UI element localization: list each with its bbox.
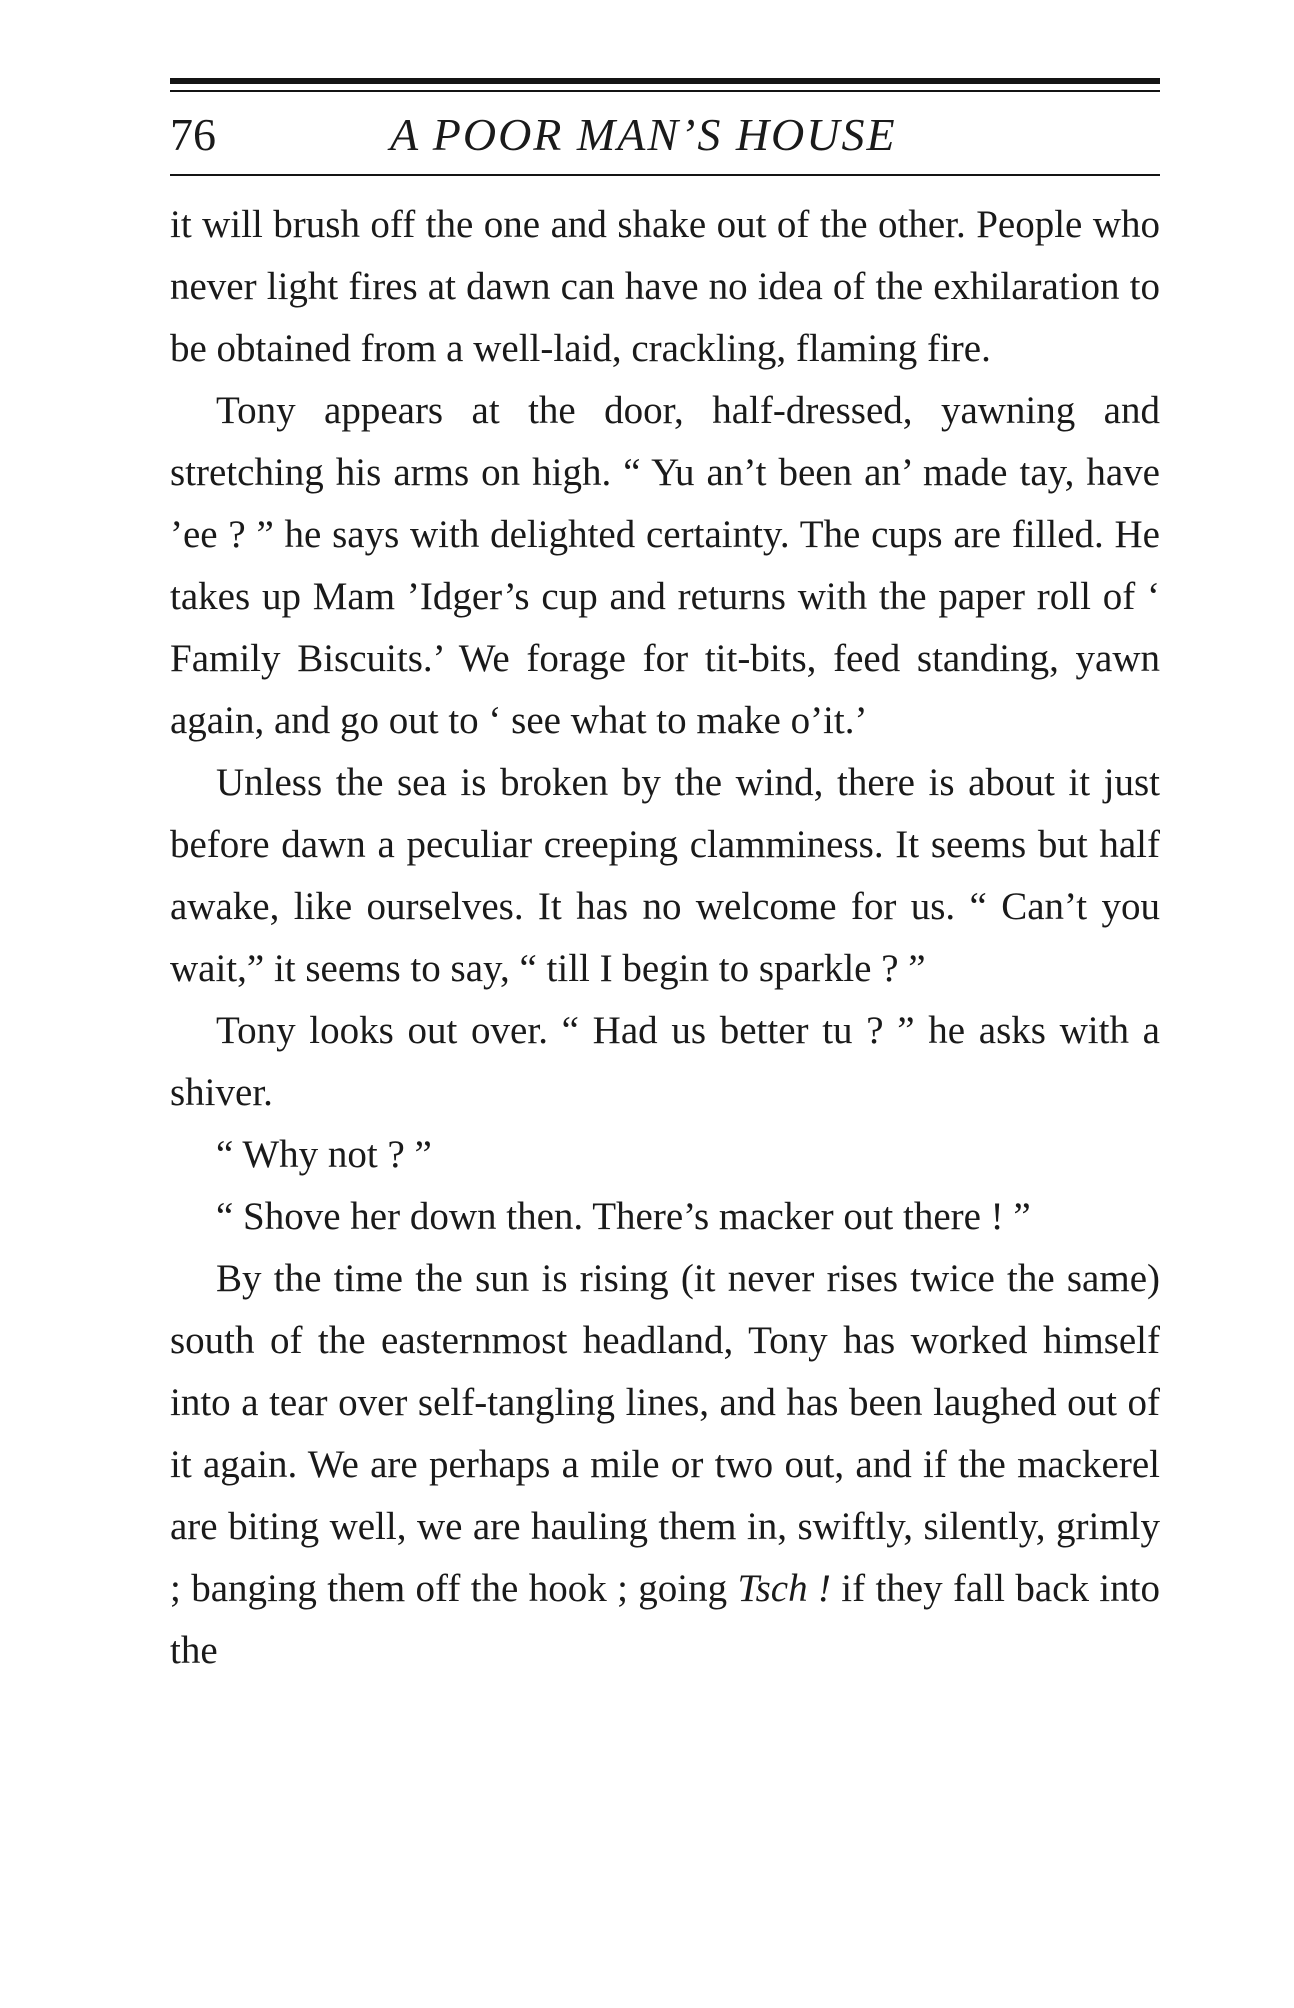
- paragraph-text: if they fall back into the: [170, 1567, 1160, 1672]
- header-rule-thin: [170, 90, 1160, 92]
- paragraph: Unless the sea is broken by the wind, there is about it just before dawn a peculiar creeping clamminess. It seems but half awake, like ourselves. It has no welcome for us. “ Can’t you wait,” it seems to say, “ till I begin to sparkle ? ”: [170, 761, 1160, 990]
- paragraph: Tony appears at the door, half-dressed, yawning and stretching his arms on high. “ Yu an’t been an’ made tay, have ’ee ? ” he says with delighted certainty. The cups are filled. He takes up Mam ’Idger’s cup and returns with the paper roll of ‘ Family Biscuits.’ We forage for tit-bits, feed standing, yawn again, and go out to ‘ see what to make o’it.’: [170, 389, 1160, 742]
- paragraph: [170, 1248, 1160, 1682]
- header-rule-thick: [170, 78, 1160, 84]
- paragraph: Tony looks out over. “ Had us better tu ? ” he asks with a shiver.: [170, 1009, 1160, 1114]
- paragraph: “ Why not ? ”: [216, 1133, 432, 1176]
- header-underline: [170, 174, 1160, 176]
- page-header: [170, 100, 1160, 170]
- body-text: [170, 194, 1160, 1682]
- paragraph: “ Shove her down then. There’s macker out there ! ”: [216, 1195, 1031, 1238]
- page-number: 76: [170, 109, 216, 160]
- paragraph: it will brush off the one and shake out of the other. People who never light fires at dawn can have no idea of the exhilaration to be obtained from a well-laid, crackling, flaming fire.: [170, 203, 1160, 370]
- running-title: A POOR MAN’S HOUSE: [390, 109, 897, 160]
- italic-exclamation: Tsch !: [737, 1567, 831, 1610]
- paragraph-text: By the time the sun is rising (it never rises twice the same) south of the easternmost headland, Tony has worked himself into a tear over self-tangling lines, and has been laughed out of it again. We are perhaps a mile or two out, and if the mackerel are biting well, we are hauling them in, swiftly, silently, grimly ; banging them off the hook ; going: [170, 1257, 1160, 1610]
